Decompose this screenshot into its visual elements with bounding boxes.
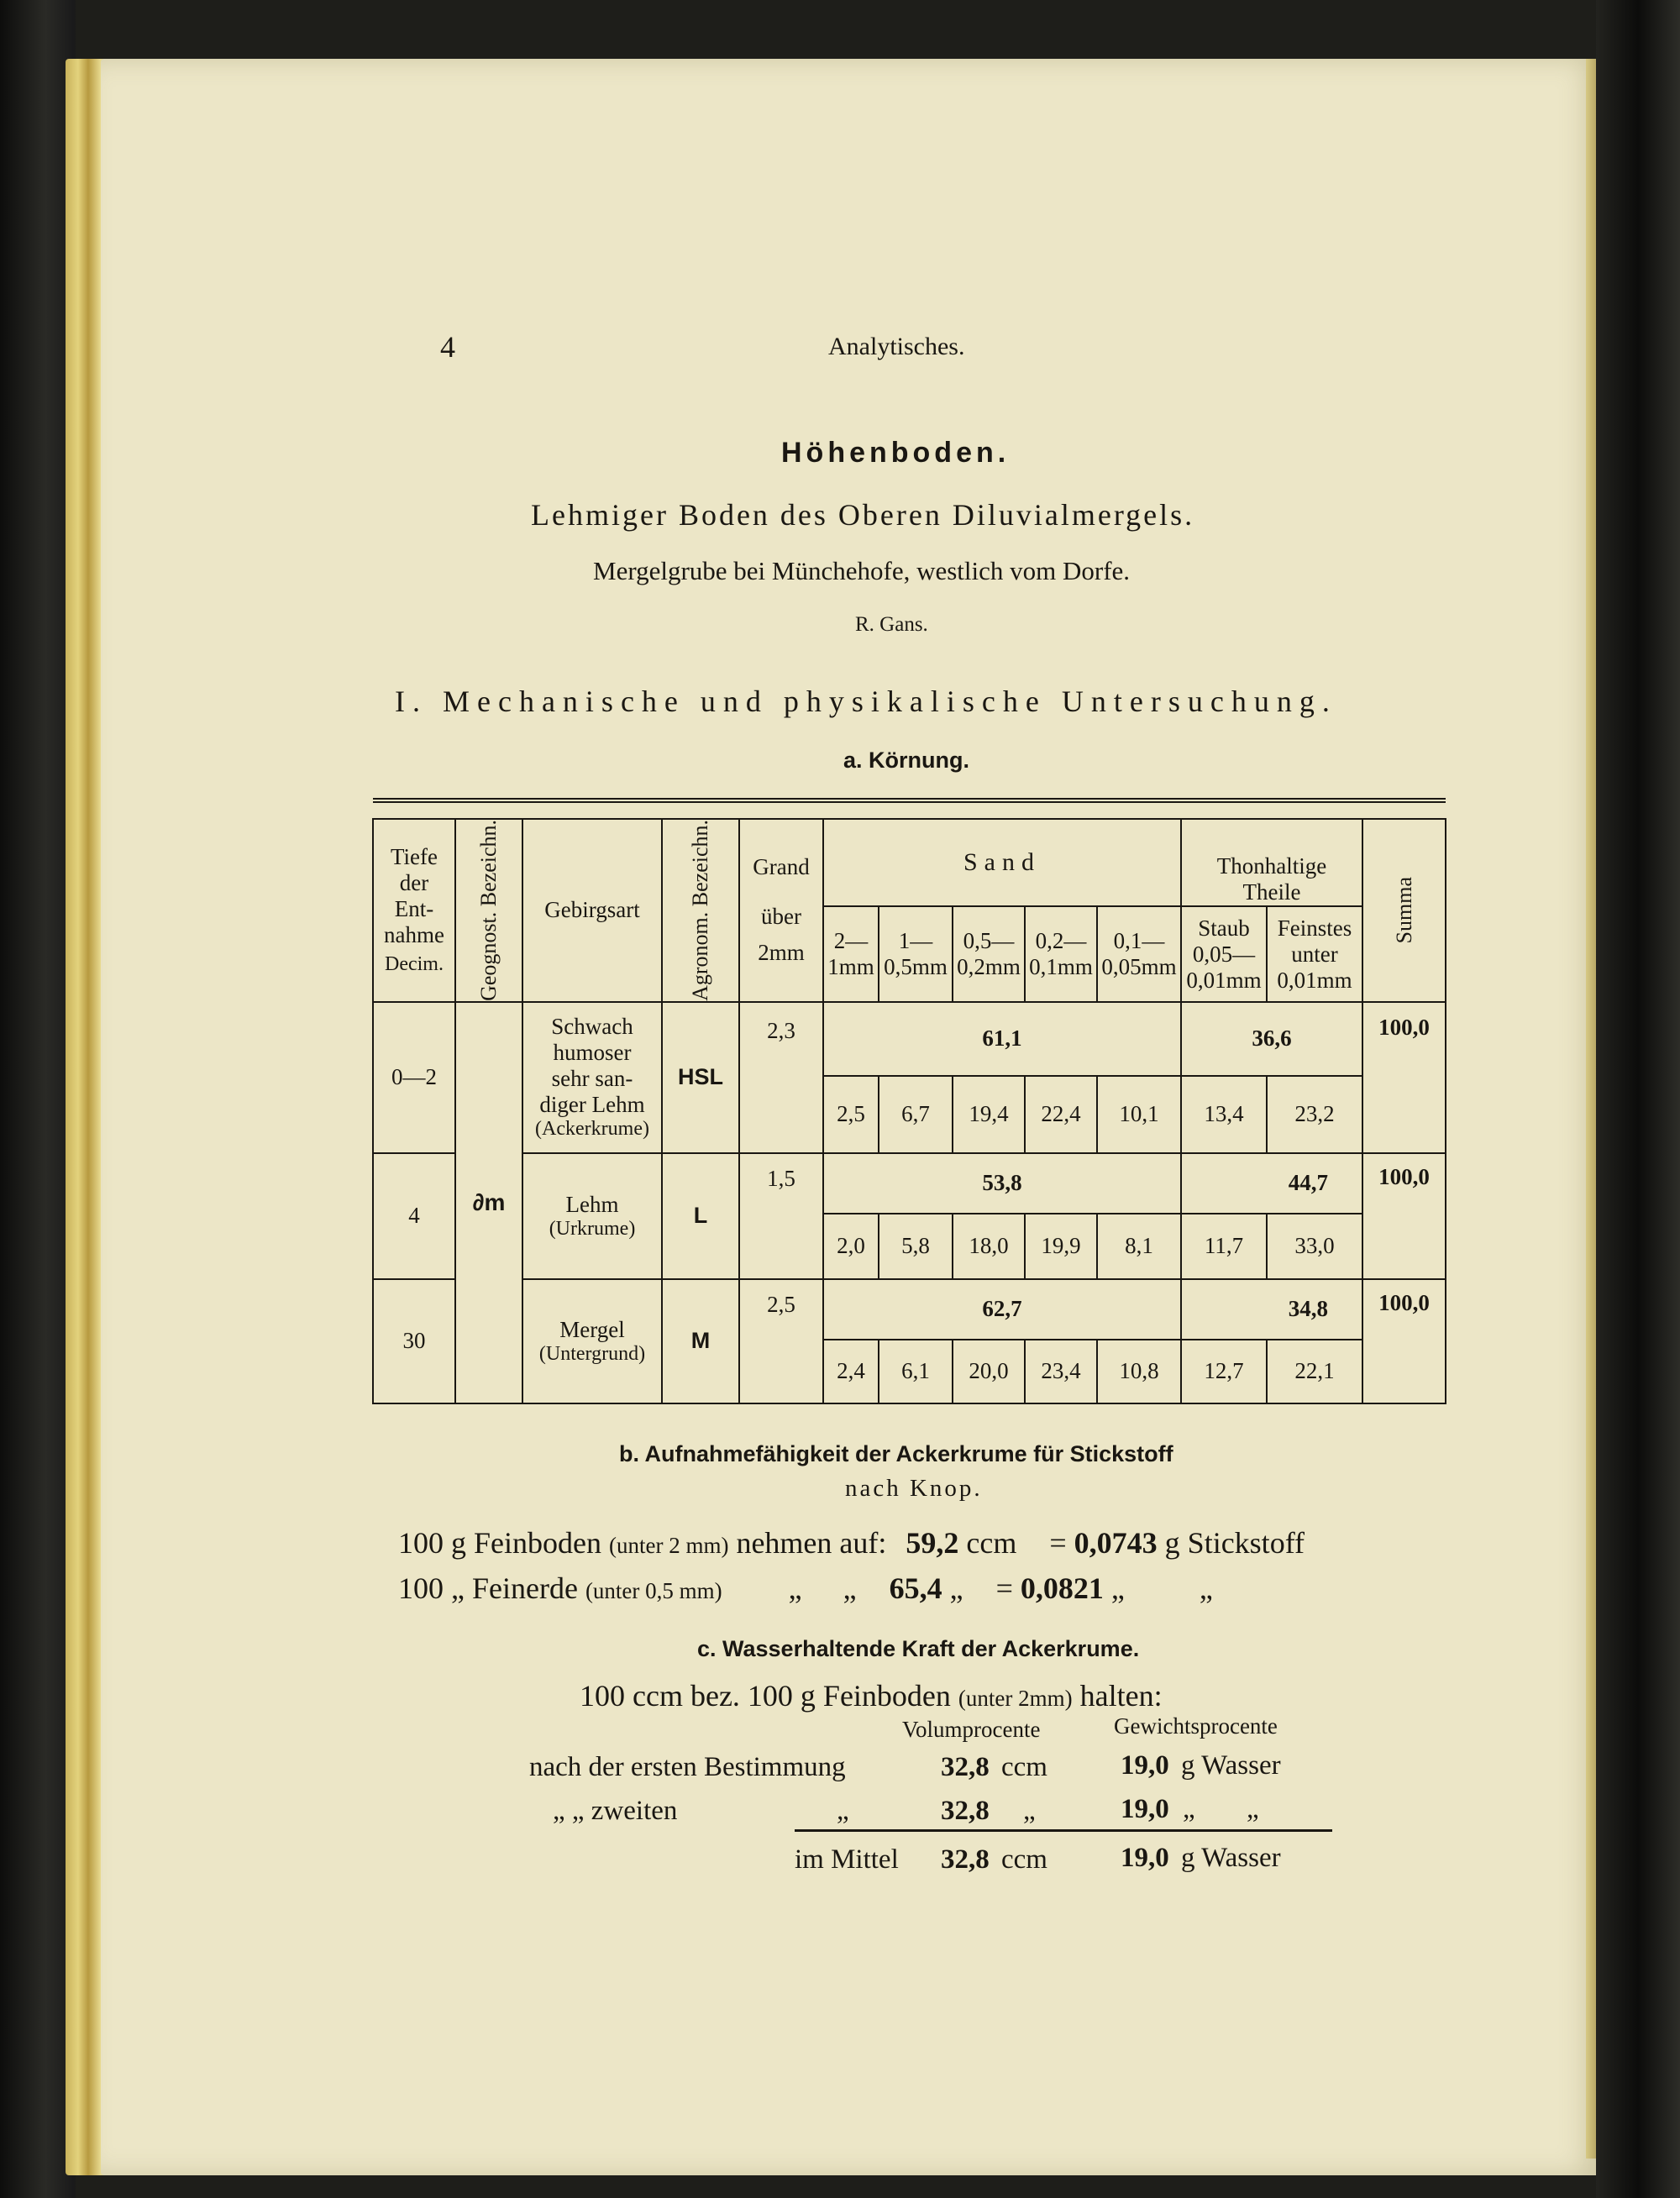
sand-value: 20,0	[953, 1340, 1025, 1403]
author: R. Gans.	[855, 613, 928, 636]
section-b-subtitle: nach Knop.	[845, 1475, 983, 1502]
grand-cell: 2,3	[739, 1002, 823, 1153]
depth-cell: 30	[373, 1279, 455, 1403]
agronom-cell: M	[662, 1279, 739, 1403]
thon-value: 23,2	[1267, 1076, 1362, 1153]
gebirgsart-cell: Lehm (Urkrume)	[522, 1153, 662, 1279]
thon-value: 11,7	[1181, 1214, 1267, 1279]
water-row-1-vol: 32,8	[941, 1752, 990, 1782]
running-head: Analytisches.	[828, 333, 965, 360]
water-mean-vol-unit: ccm	[1001, 1844, 1047, 1875]
thon-value: 12,7	[1181, 1340, 1267, 1403]
water-row-1-vol-unit: ccm	[1001, 1752, 1047, 1782]
sand-total-cell: 53,8	[823, 1153, 1181, 1214]
sand-total-cell: 61,1	[823, 1002, 1181, 1076]
sand-value: 2,0	[823, 1214, 879, 1279]
location: Mergelgrube bei Münchehofe, westlich vom Dorfe.	[593, 556, 1131, 585]
sand-value: 19,9	[1025, 1214, 1097, 1279]
water-mean-label: im Mittel	[795, 1844, 899, 1875]
header-gebirgsart: Gebirgsart	[522, 819, 662, 1002]
sand-value: 2,4	[823, 1340, 879, 1403]
thon-value: 13,4	[1181, 1076, 1267, 1153]
header-sand-2-1: 2— 1mm	[823, 906, 879, 1002]
sum-rule	[795, 1829, 1332, 1832]
grand-cell: 1,5	[739, 1153, 823, 1279]
sand-value: 2,5	[823, 1076, 879, 1153]
water-row-1-label: nach der ersten Bestimmung	[529, 1752, 846, 1782]
water-mean-vol: 32,8	[941, 1844, 990, 1875]
page-title: Höhenboden.	[781, 437, 1011, 469]
book-cover-left	[0, 0, 76, 2198]
water-row-2-ditto-3: „	[1183, 1794, 1195, 1824]
water-row-2-label: „ „ zweiten	[553, 1796, 678, 1826]
section-title: I. Mechanische und physikalische Untersuchung.	[395, 685, 1337, 718]
grain-size-table	[372, 798, 1446, 1404]
col-head-weight: Gewichtsprocente	[1114, 1713, 1278, 1739]
header-sand-1-05: 1— 0,5mm	[879, 906, 953, 1002]
col-head-volume: Volumprocente	[902, 1717, 1041, 1742]
header-sand-01-005: 0,1— 0,05mm	[1097, 906, 1181, 1002]
sand-value: 10,1	[1097, 1076, 1181, 1153]
agronom-cell: HSL	[662, 1002, 739, 1153]
grand-cell: 2,5	[739, 1279, 823, 1403]
header-depth: Tiefe der Ent- nahme Decim.	[373, 819, 455, 1002]
thon-total-cell: 36,6	[1181, 1002, 1362, 1076]
water-row-2-ditto-4: „	[1247, 1794, 1259, 1824]
header-staub: Staub 0,05— 0,01mm	[1181, 906, 1267, 1002]
water-row-2-ditto-2: „	[1023, 1796, 1036, 1826]
depth-cell: 4	[373, 1153, 455, 1279]
sand-value: 10,8	[1097, 1340, 1181, 1403]
thon-value: 33,0	[1267, 1214, 1362, 1279]
header-thon: Thonhaltige Theile	[1181, 819, 1362, 906]
sand-value: 5,8	[879, 1214, 953, 1279]
header-sand-02-01: 0,2— 0,1mm	[1025, 906, 1097, 1002]
book-cover-right	[1596, 0, 1680, 2198]
water-intro: 100 ccm bez. 100 g Feinboden (unter 2mm) halten:	[580, 1679, 1163, 1713]
thon-value: 22,1	[1267, 1340, 1362, 1403]
page-number: 4	[440, 330, 455, 364]
gebirgsart-cell: Mergel (Untergrund)	[522, 1279, 662, 1403]
water-row-2-weight: 19,0	[1121, 1794, 1169, 1824]
summa-cell: 100,0	[1362, 1002, 1446, 1153]
header-feinstes: Feinstes unter 0,01mm	[1267, 906, 1362, 1002]
sand-value: 8,1	[1097, 1214, 1181, 1279]
header-grand: Grand über 2mm	[739, 819, 823, 1002]
sand-value: 6,7	[879, 1076, 953, 1153]
header-sand-05-02: 0,5— 0,2mm	[953, 906, 1025, 1002]
header-summa: Summa	[1362, 819, 1446, 1002]
water-row-1-weight-unit: g Wasser	[1181, 1750, 1281, 1781]
header-agronom: Agronom. Bezeichn.	[662, 819, 739, 1002]
section-c-heading: c. Wasserhaltende Kraft der Ackerkrume.	[697, 1636, 1140, 1661]
summa-cell: 100,0	[1362, 1153, 1446, 1279]
thon-total-cell: 44,7	[1181, 1153, 1362, 1214]
sand-value: 19,4	[953, 1076, 1025, 1153]
water-row-2-ditto: „	[837, 1796, 849, 1826]
water-row-1-weight: 19,0	[1121, 1750, 1169, 1781]
header-sand: Sand	[823, 819, 1181, 906]
water-mean-weight-unit: g Wasser	[1181, 1843, 1281, 1873]
sand-total-cell: 62,7	[823, 1279, 1181, 1340]
nitrogen-line-2: 100 „ Feinerde (unter 0,5 mm) „ „ 65,4 „ = 0,0821 „ „	[398, 1571, 1213, 1605]
sand-value: 6,1	[879, 1340, 953, 1403]
header-geognost: Geognost. Bezeichn.	[455, 819, 522, 1002]
summa-cell: 100,0	[1362, 1279, 1446, 1403]
water-mean-weight: 19,0	[1121, 1843, 1169, 1873]
agronom-cell: L	[662, 1153, 739, 1279]
geognost-cell: ∂m	[455, 1002, 522, 1403]
thon-total-cell: 34,8	[1181, 1279, 1362, 1340]
sand-value: 18,0	[953, 1214, 1025, 1279]
water-row-2-vol: 32,8	[941, 1796, 990, 1826]
subtitle: Lehmiger Boden des Oberen Diluvialmergels.	[531, 498, 1195, 532]
sand-value: 23,4	[1025, 1340, 1097, 1403]
section-a-heading: a. Körnung.	[843, 748, 969, 773]
sand-value: 22,4	[1025, 1076, 1097, 1153]
nitrogen-line-1: 100 g Feinboden (unter 2 mm) nehmen auf: 59,2 ccm = 0,0743 g Stickstoff	[398, 1526, 1305, 1560]
section-b-heading: b. Aufnahmefähigkeit der Ackerkrume für Stickstoff	[619, 1441, 1173, 1466]
gebirgsart-cell: Schwach humoser sehr san- diger Lehm (Ackerkrume)	[522, 1002, 662, 1153]
depth-cell: 0—2	[373, 1002, 455, 1153]
